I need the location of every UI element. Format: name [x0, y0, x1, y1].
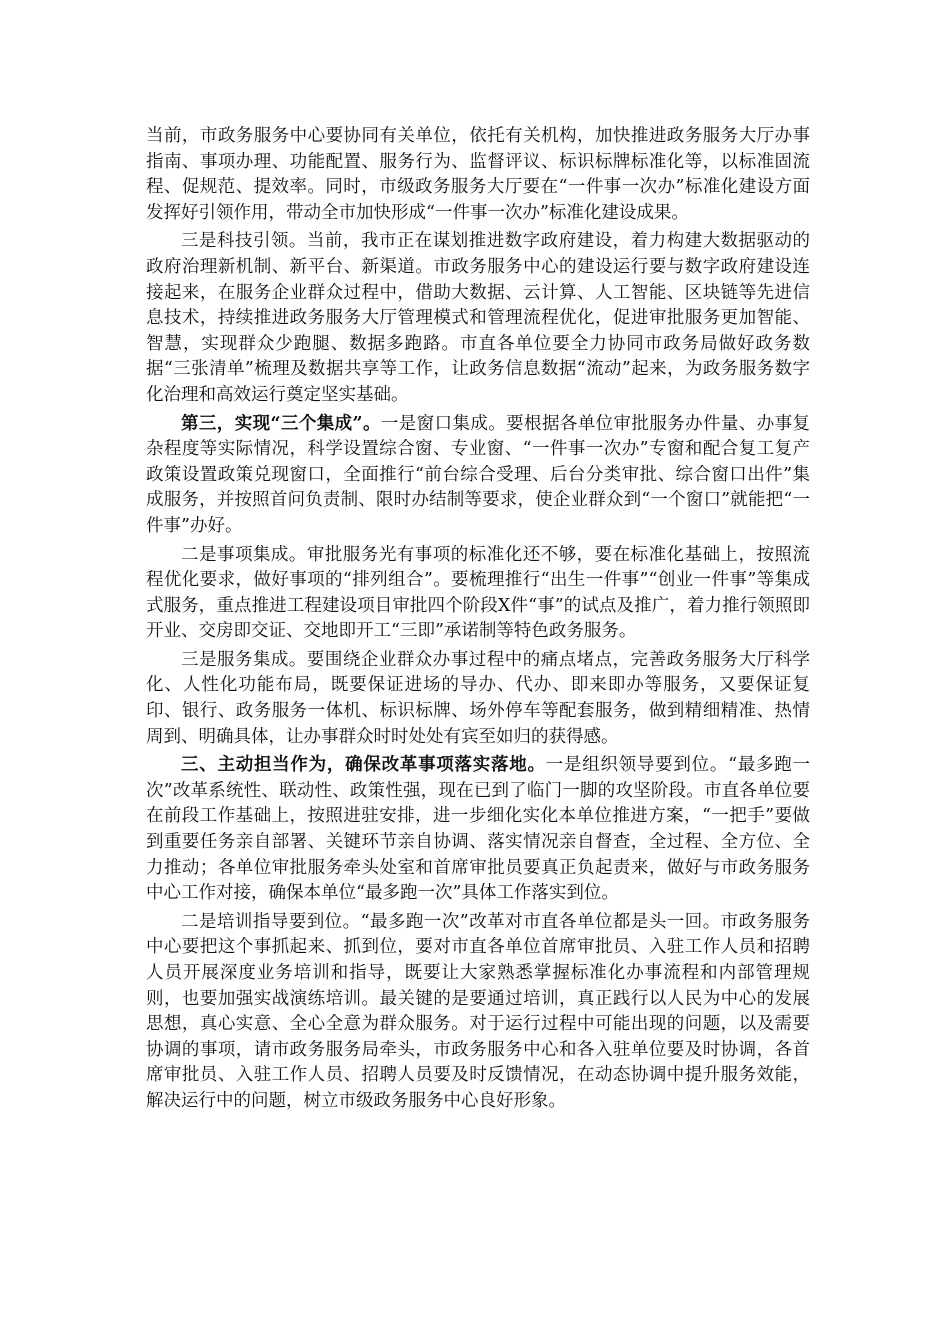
paragraph-item-integration [146, 543, 810, 645]
section-heading: 三、主动担当作为，确保改革事项落实落地。 [181, 755, 546, 776]
paragraph-text: 一是窗口集成。要根据各单位审批服务办件量、办事复杂程度等实际情况，科学设置综合窗、专业窗、“一件事一次办”专窗和配合复工复产政策设置政策兑现窗口，全面推行“前台综合受理、后台分类审批、综合窗口出件”集成服务，并按照首问负责制、限时办结制等要求，使企业群众到“一个窗口”就能把“一件事”办好。 [146, 413, 810, 536]
paragraph-continuation [146, 124, 810, 226]
paragraph-text: 二是事项集成。审批服务光有事项的标准化还不够，要在标准化基础上，按照流程优化要求，做好事项的“排列组合”。要梳理推行“出生一件事”“创业一件事”等集成式服务，重点推进工程建设项目审批四个阶段X件“事”的试点及推广，着力推行领照即开业、交房即交证、交地即开工“三即”承诺制等特色政务服务。 [146, 544, 810, 642]
paragraph-text: 三是服务集成。要围绕企业群众办事过程中的痛点堵点，完善政务服务大厅科学化、人性化功能布局，既要保证进场的导办、代办、即来即办等服务，又要保证复印、银行、政务服务一体机、标识标牌、场外停车等配套服务，做到精细精准、热情周到、明确具体，让办事群众时时处处有宾至如归的获得感。 [146, 649, 810, 747]
paragraph-text: 一是组织领导要到位。“最多跑一次”改革系统性、联动性、政策性强，现在已到了临门一脚的攻坚阶段。市直各单位要在前段工作基础上，按照进驻安排，进一步细化实化本单位推进方案，“一把手”要做到重要任务亲自部署、关键环节亲自协调、落实情况亲自督查，全过程、全方位、全力推动；各单位审批服务牵头处室和首席审批员要真正负起责来，做好与市政务服务中心工作对接，确保本单位“最多跑一次”具体工作落实到位。 [146, 755, 810, 904]
paragraph-heading: 第三，实现“三个集成”。 [181, 413, 381, 434]
paragraph-three-integrations [146, 412, 810, 540]
document-page [146, 124, 810, 1118]
paragraph-text: 当前，市政务服务中心要协同有关单位，依托有关机构，加快推进政务服务大厅办事指南、事项办理、功能配置、服务行为、监督评议、标识标牌标准化等，以标准固流程、促规范、提效率。同时，市级政务服务大厅要在“一件事一次办”标准化建设方面发挥好引领作用，带动全市加快形成“一件事一次办”标准化建设成果。 [146, 126, 810, 223]
paragraph-training [146, 910, 810, 1115]
paragraph-text: 二是培训指导要到位。“最多跑一次”改革对市直各单位都是头一回。市政务服务中心要把这个事抓起来、抓到位，要对市直各单位首席审批员、入驻工作人员和招聘人员开展深度业务培训和指导，既要让大家熟悉掌握标准化办事流程和内部管理规则，也要加强实战演练培训。最关键的是要通过培训，真正践行以人民为中心的发展思想，真心实意、全心全意为群众服务。对于运行过程中可能出现的问题，以及需要协调的事项，请市政务服务局牵头，市政务服务中心和各入驻单位要及时协调，各首席审批员、入驻工作人员、招聘人员要及时反馈情况，在动态协调中提升服务效能，解决运行中的问题，树立市级政务服务中心良好形象。 [146, 911, 810, 1111]
paragraph-service-integration [146, 648, 810, 750]
paragraph-section-three [146, 753, 810, 907]
paragraph-text: 三是科技引领。当前，我市正在谋划推进数字政府建设，着力构建大数据驱动的政府治理新机制、新平台、新渠道。市政务服务中心的建设运行要与数字政府建设连接起来，在服务企业群众过程中，借助大数据、云计算、人工智能、区块链等先进信息技术，持续推进政务服务大厅管理模式和管理流程优化，促进审批服务更加智能、智慧，实现群众少跑腿、数据多跑路。市直各单位要全力协同市政务局做好政务数据“三张清单”梳理及数据共享等工作，让政务信息数据“流动”起来，为政务服务数字化治理和高效运行奠定坚实基础。 [146, 231, 810, 405]
paragraph-tech-leading [146, 229, 810, 408]
